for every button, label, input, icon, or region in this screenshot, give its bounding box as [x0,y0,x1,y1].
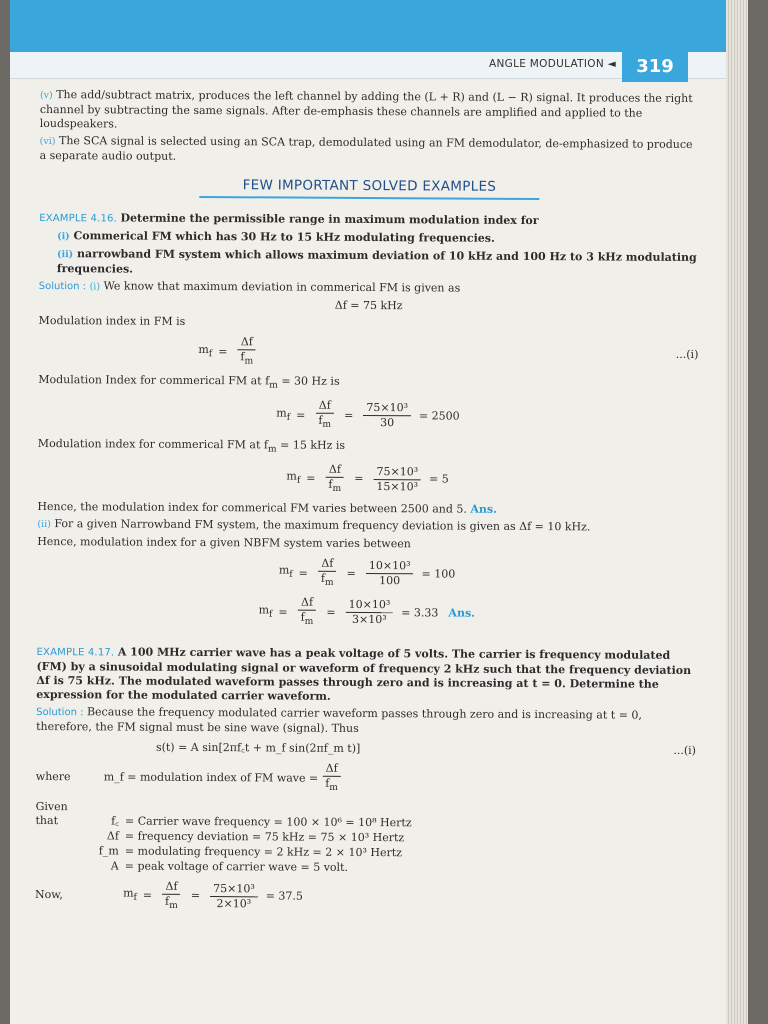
calc-333: $m_f$ = $\frac{\Delta f}{f_m}$ = $\frac{\text{10×10³}}{\text{3×10³}}$ = 3.33 Ans. [258,595,476,627]
equation-mf: $m_f$ = $\frac{\Delta f}{f_m}$ ...(i) [198,335,699,367]
answer-marker: Ans. [470,502,498,516]
calc-5: $m_f$ = $\frac{\Delta f}{f_m}$ = $\frac{\text{75×10³}}{\text{15×10³}}$ = 5 [286,462,449,494]
equation-number: ...(i) [675,347,699,361]
line-30hz: Modulation Index for commerical FM at $f_m = 30$ Hz is [38,373,340,391]
where-row: where m_f = modulation index of FM wave = $\frac{\Delta f}{f_m}$ [36,760,696,797]
example-416-question: EXAMPLE 4.16. Determine the permissible range in maximum modulation index for [39,211,539,228]
part2-hence: Hence, modulation index for a given NBFM system varies between [37,534,411,551]
intro-item: (v) The add/subtract matrix, produces the left channel by adding the (L + R) and (L − R) signal. It produces the right channel by subtracting the same signals. After de-emphasis these channels are amplified and applied to the loudspeakers. [39,88,693,131]
solution-417: Solution : Because the frequency modulated carrier waveform passes through zero and is increasing at t = 0, therefore, the FM signal must be sine wave (signal). Thus [36,705,642,736]
solution-416: Solution : (i) We know that maximum deviation in commerical FM is given as [38,279,461,295]
given-item: A = peak voltage of carrier wave = 5 volt. [110,858,349,874]
section-heading: FEW IMPORTANT SOLVED EXAMPLES [242,177,497,195]
given-item: Δf = frequency deviation = 75 kHz = 75 × 10³ Hertz [106,828,405,844]
answer-marker: Ans. [448,606,476,620]
fm-equation: s(t) = A sin[2πf꜀t + m_f sin(2πf_m t)] ...(i) [155,741,697,758]
page-number: 319 [622,52,688,82]
section-title: ANGLE MODULATION ◄ [489,58,616,70]
given-list [35,799,695,876]
page-content [35,88,700,922]
calc-2500: $m_f$ = $\frac{\Delta f}{f_m}$ = $\frac{\text{75×10³}}{30}$ = 2500 [276,399,460,431]
line-15khz: Modulation index for commerical FM at $f_m = 15$ kHz is [37,436,346,455]
example-417-question: EXAMPLE 4.17. A 100 MHz carrier wave has a peak voltage of 5 volts. The carrier is frequency modulated (FM) by a sinusoidal modulating signal or waveform of frequency 2 kHz such that the frequency deviation Δf is 75 kHz. The modulated waveform passes through zero and is increasing at t = 0. Determine the expression for the modulated carrier waveform. [36,645,692,704]
deviation-value: Δf = 75 kHz [334,298,403,313]
calc-100: $m_f$ = $\frac{\Delta f}{f_m}$ = $\frac{\text{10×10³}}{100}$ = 100 [278,556,456,588]
equation-number: ...(i) [673,744,697,758]
intro-item: (vi) The SCA signal is selected using an SCA trap, demodulated using an FM demodulator, de-emphasized to produce a separate audio output. [39,134,693,163]
example-416-part: (ii) narrowband FM system which allows maximum deviation of 10 kHz and 100 Hz to 3 kHz modulating frequencies. [56,247,697,276]
calc-375: Now, $m_f$ = $\frac{\Delta f}{f_m}$ = $\frac{\text{75×10³}}{\text{2×10³}}$ = 37.5 [35,879,303,911]
given-item: Given that f꜀ = Carrier wave frequency = 100 × 10⁶ = 10⁸ Hertz [35,799,412,829]
part2-text: (ii) For a given Narrowband FM system, the maximum frequency deviation is given as Δf = 10 kHz. [37,517,591,534]
book-page [10,0,748,1024]
page-edge [726,0,748,1024]
given-item: f_m = modulating frequency = 2 kHz = 2 × 10³ Hertz [98,843,403,859]
heading-rule [199,196,539,200]
example-416-part: (i) Commerical FM which has 30 Hz to 15 kHz modulating frequencies. [57,229,495,245]
conclusion-416: Hence, the modulation index for commerical FM varies between 2500 and 5. Ans. [37,499,498,516]
mi-text: Modulation index in FM is [38,313,186,328]
